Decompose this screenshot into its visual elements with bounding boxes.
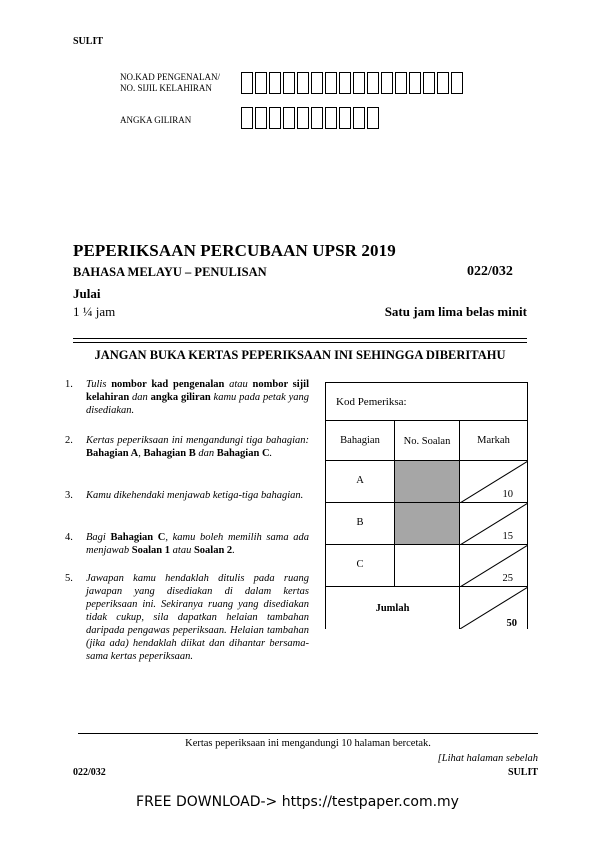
digit-box[interactable] [241, 107, 253, 129]
instruction-fragment: . [269, 448, 273, 459]
diagonal-line [460, 461, 528, 503]
instruction-number: 4. [65, 532, 73, 543]
row-b-section: B [326, 503, 395, 545]
next-page-note: [Lihat halaman sebelah [437, 753, 538, 764]
digit-box[interactable] [339, 107, 351, 129]
footer-sulit: SULIT [507, 767, 538, 778]
row-b-marks[interactable] [460, 503, 528, 545]
instruction-number: 2. [65, 435, 73, 446]
digit-box[interactable] [325, 72, 337, 94]
digit-box[interactable] [269, 107, 281, 129]
instruction-text [86, 572, 309, 663]
row-c-question[interactable] [395, 545, 460, 587]
instruction-item [65, 489, 309, 502]
instruction-fragment: atau [170, 545, 194, 556]
digit-box[interactable] [437, 72, 449, 94]
divider-top [73, 338, 527, 339]
index-label: ANGKA GILIRAN [120, 115, 192, 125]
digit-box[interactable] [255, 107, 267, 129]
col-section: Bahagian [326, 421, 395, 461]
warning-text: JANGAN BUKA KERTAS PEPERIKSAAN INI SEHINGGA DIBERITAHU [94, 348, 506, 362]
digit-box[interactable] [325, 107, 337, 129]
instruction-fragment: dan [129, 392, 151, 403]
examiner-code: Kod Pemeriksa: [326, 383, 528, 421]
instruction-emphasis: Bahagian B [143, 448, 196, 459]
instruction-fragment: . [232, 545, 235, 556]
instruction-text [86, 489, 309, 502]
total-max: 50 [506, 617, 517, 629]
instruction-fragment: atau [224, 379, 253, 390]
duration-words: Satu jam lima belas minit [384, 304, 527, 319]
digit-box[interactable] [367, 72, 379, 94]
instruction-fragment: Kamu dikehendaki menjawab ketiga-tiga bahagian. [86, 490, 304, 501]
instruction-emphasis: Bahagian A [86, 448, 139, 459]
instruction-emphasis: Bahagian C [110, 532, 166, 543]
col-question: No. Soalan [395, 421, 460, 461]
exam-title: PEPERIKSAAN PERCUBAAN UPSR 2019 [73, 241, 396, 260]
digit-box[interactable] [269, 72, 281, 94]
footer-divider [78, 733, 538, 734]
digit-box[interactable] [283, 107, 295, 129]
digit-box[interactable] [297, 107, 309, 129]
digit-box[interactable] [381, 72, 393, 94]
ic-label: NO.KAD PENGENALAN/ NO. SIJIL KELAHIRAN [120, 72, 220, 93]
page-count-note: Kertas peperiksaan ini mengandungi 10 halaman bercetak. [185, 738, 431, 749]
total-label: Jumlah [326, 587, 460, 629]
instruction-item [65, 572, 309, 663]
instruction-text [86, 531, 309, 557]
divider-bottom [73, 342, 527, 343]
digit-box[interactable] [367, 107, 379, 129]
instruction-fragment: Tulis [86, 379, 112, 390]
diagonal-line [460, 545, 528, 587]
marks-table [325, 382, 528, 629]
subject: BAHASA MELAYU – PENULISAN [73, 265, 267, 279]
download-link[interactable]: FREE DOWNLOAD-> https://testpaper.com.my [136, 794, 459, 810]
instruction-item [65, 434, 309, 460]
row-a-marks[interactable] [460, 461, 528, 503]
digit-box[interactable] [423, 72, 435, 94]
row-b-question-shaded [395, 503, 460, 545]
digit-box[interactable] [311, 72, 323, 94]
instruction-fragment: , [138, 448, 144, 459]
instruction-fragment: Kertas peperiksaan ini mengandungi tiga bahagian: [86, 435, 309, 446]
instruction-emphasis: angka giliran [150, 392, 211, 403]
digit-box[interactable] [241, 72, 253, 94]
digit-box[interactable] [283, 72, 295, 94]
row-a-max: 10 [502, 489, 513, 500]
instruction-emphasis: Bahagian C [216, 448, 270, 459]
instruction-emphasis: Soalan 2 [193, 545, 233, 556]
digit-box[interactable] [339, 72, 351, 94]
row-a-question-shaded [395, 461, 460, 503]
instruction-number: 5. [65, 573, 73, 584]
digit-box[interactable] [353, 107, 365, 129]
diagonal-line [460, 503, 528, 545]
instruction-fragment: Bagi [86, 532, 111, 543]
instruction-item [65, 531, 309, 557]
sulit-header: SULIT [73, 36, 104, 47]
row-c-max: 25 [502, 573, 513, 584]
instruction-emphasis: Soalan 1 [131, 545, 171, 556]
row-a-section: A [326, 461, 395, 503]
duration: 1 ¼ jam [73, 304, 116, 319]
instruction-emphasis: nombor kad pengenalan [111, 379, 225, 390]
digit-box[interactable] [409, 72, 421, 94]
total-marks[interactable] [460, 587, 528, 629]
digit-box[interactable] [297, 72, 309, 94]
paper-code: 022/032 [467, 264, 513, 279]
exam-month: Julai [73, 286, 101, 301]
instruction-fragment: dan [195, 448, 217, 459]
row-b-max: 15 [502, 531, 513, 542]
instruction-item [65, 378, 309, 417]
diagonal-line [460, 587, 528, 629]
instruction-fragment: kamu pada petak yang disediakan. [86, 392, 310, 416]
row-c-marks[interactable] [460, 545, 528, 587]
digit-box[interactable] [451, 72, 463, 94]
digit-box[interactable] [395, 72, 407, 94]
ic-number-boxes[interactable] [241, 72, 465, 94]
digit-box[interactable] [311, 107, 323, 129]
instruction-text [86, 378, 309, 417]
col-marks: Markah [460, 421, 528, 461]
instruction-text [86, 434, 309, 460]
row-c-section: C [326, 545, 395, 587]
instruction-emphasis: nombor sijil kelahiran [86, 379, 310, 403]
instruction-fragment: Jawapan kamu hendaklah ditulis pada ruang jawapan yang disediakan di dalam kertas peperiksaan ini. Sekiranya ruang yang disediakan tidak cukup, sila dapatkan helaian tambahan daripada pengawas peperiksaan. Helaian tambahan (jika ada) hendaklah diikat dan dihantar bersama-sama kertas peperiksaan. [86, 573, 309, 662]
footer-code: 022/032 [73, 767, 106, 778]
digit-box[interactable] [255, 72, 267, 94]
instruction-number: 3. [65, 490, 73, 501]
index-number-boxes[interactable] [241, 107, 381, 129]
instruction-number: 1. [65, 379, 73, 390]
instruction-fragment: , kamu boleh memilih sama ada menjawab [86, 532, 309, 556]
digit-box[interactable] [353, 72, 365, 94]
